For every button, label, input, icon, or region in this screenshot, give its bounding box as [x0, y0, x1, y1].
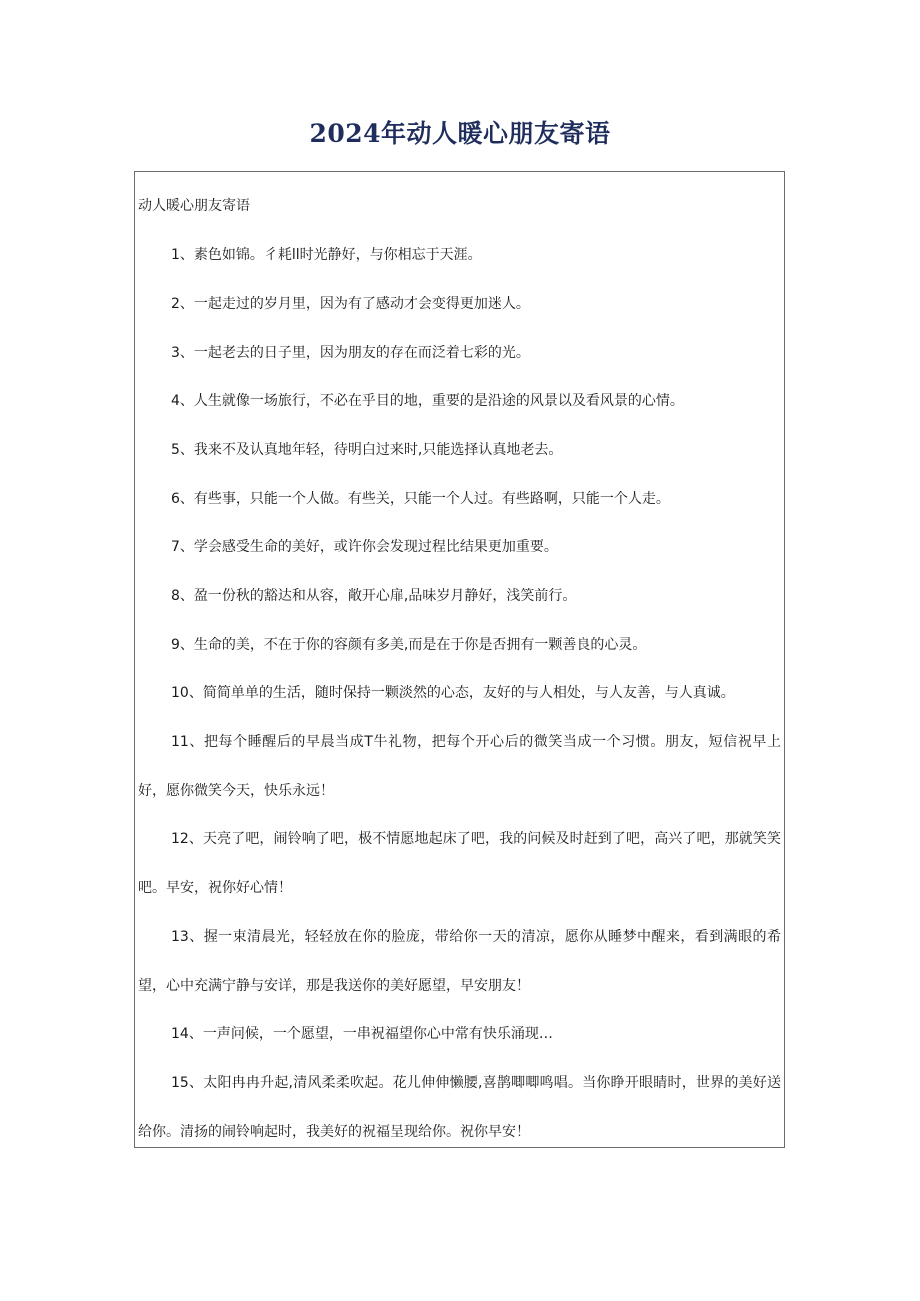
paragraph-10: 10、简简单单的生活，随时保持一颗淡然的心态，友好的与人相处，与人友善，与人真诚。 [171, 685, 735, 701]
paragraph-7: 7、学会感受生命的美好，或许你会发现过程比结果更加重要。 [171, 539, 558, 555]
paragraph-8: 8、盈一份秋的豁达和从容，敞开心扉,品味岁月静好，浅笑前行。 [171, 588, 577, 604]
paragraph-15: 15、太阳冉冉升起,清风柔柔吹起。花儿伸伸懒腰,喜鹊唧唧鸣唱。当你睁开眼睛时，世界的美好送给你。清扬的闹铃响起时，我美好的祝福呈现给你。祝你早安！ [138, 1075, 781, 1140]
paragraph-13: 13、握一束清晨光，轻轻放在你的脸庞，带给你一天的清凉，愿你从睡梦中醒来，看到满眼的希望，心中充满宁静与安详，那是我送你的美好愿望，早安朋友！ [138, 929, 781, 994]
paragraph-12: 12、天亮了吧，闹铃响了吧，极不情愿地起床了吧，我的问候及时赶到了吧，高兴了吧，那就笑笑吧。早安，祝你好心情！ [138, 831, 781, 896]
document-title: 2024年动人暖心朋友寄语 [309, 119, 611, 148]
paragraph-4: 4、人生就像一场旅行，不必在乎目的地，重要的是沿途的风景以及看风景的心情。 [171, 393, 684, 409]
paragraph-9: 9、生命的美，不在于你的容颜有多美,而是在于你是否拥有一颗善良的心灵。 [171, 637, 647, 653]
paragraph-2: 2、一起走过的岁月里，因为有了感动才会变得更加迷人。 [171, 296, 530, 312]
paragraph-3: 3、一起老去的日子里，因为朋友的存在而泛着七彩的光。 [171, 345, 530, 361]
paragraph-11: 11、把每个睡醒后的早晨当成T牛礼物，把每个开心后的微笑当成一个习惯。朋友，短信祝早上好，愿你微笑今天，快乐永远！ [138, 734, 781, 799]
paragraph-14: 14、一声问候，一个愿望，一串祝福望你心中常有快乐涌现… [171, 1026, 553, 1042]
content-box [134, 171, 785, 1148]
section-subheading: 动人暖心朋友寄语 [138, 198, 250, 214]
paragraph-6: 6、有些事，只能一个人做。有些关，只能一个人过。有些路啊，只能一个人走。 [171, 491, 670, 507]
paragraph-5: 5、我来不及认真地年轻，待明白过来时,只能选择认真地老去。 [171, 442, 563, 458]
paragraph-1: 1、素色如锦。彳耗ll时光静好，与你相忘于天涯。 [171, 247, 482, 263]
